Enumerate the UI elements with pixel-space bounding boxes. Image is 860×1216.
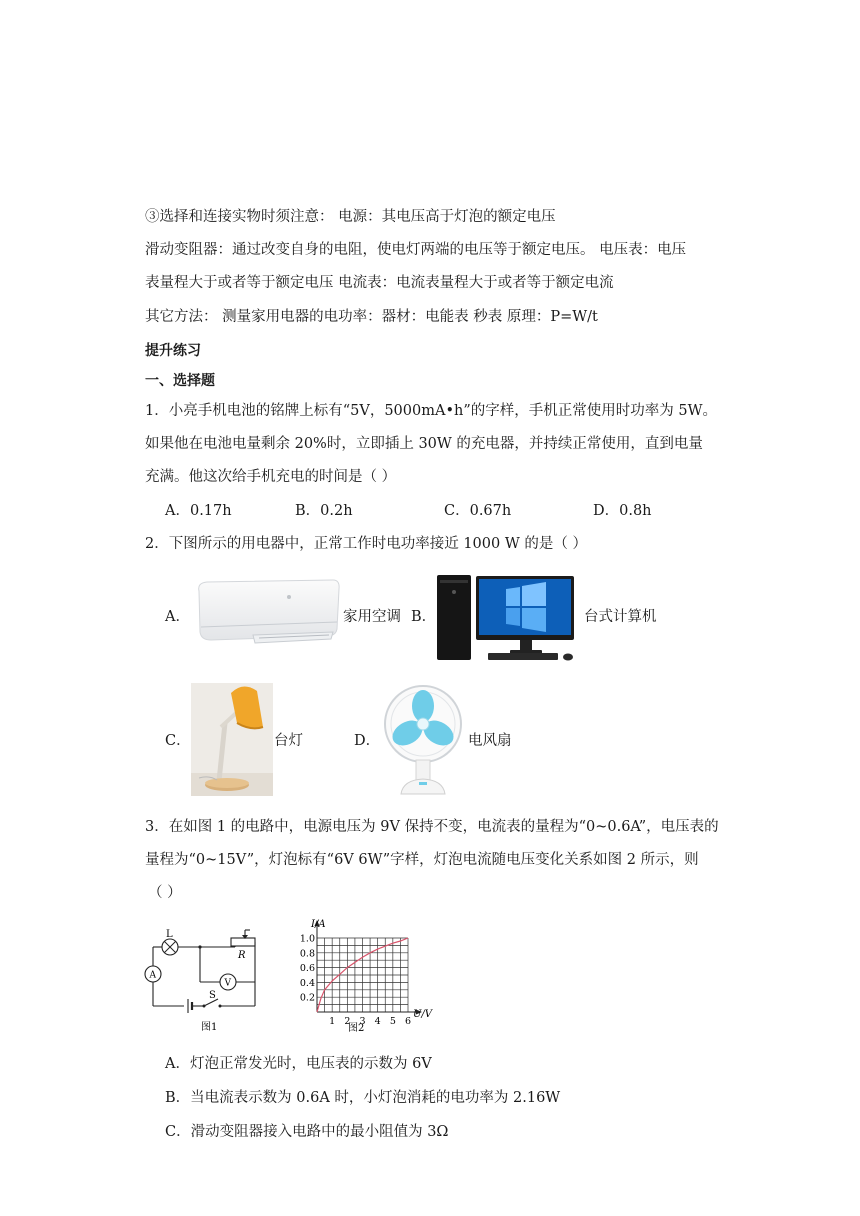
q1-option-a: A．0.17h: [165, 503, 232, 519]
chart-grid: [317, 938, 408, 1012]
y-tick-label: 0.2: [299, 992, 315, 1004]
y-axis-label: I/A: [311, 919, 326, 930]
q1-option-d: D．0.8h: [593, 503, 652, 519]
lamp-label: L: [166, 929, 173, 940]
q3-option-b: B．当电流表示数为 0.6A 时，小灯泡消耗的电功率为 2.16W: [165, 1090, 561, 1106]
q1-option-c: C．0.67h: [444, 503, 512, 519]
y-tick-label: 1.0: [299, 933, 315, 945]
note-line-2: 滑动变阻器：通过改变自身的电阻，使电灯两端的电压等于额定电压。 电压表：电压: [145, 242, 687, 258]
q3-line-1: 3．在如图 1 的电路中，电源电压为 9V 保持不变，电流表的量程为“0~0.6A”，电压表的: [145, 819, 719, 835]
section-title: 提升练习: [145, 343, 201, 359]
rheostat-label: R: [238, 950, 246, 961]
q2-option-b-label: 台式计算机: [584, 609, 657, 625]
air-conditioner-image: [193, 577, 341, 653]
y-tick-label: 0.8: [299, 948, 315, 960]
q2-option-c-letter: C．: [165, 733, 191, 749]
x-tick-label: 4: [374, 1016, 381, 1027]
q2-option-d-letter: D．: [354, 733, 381, 749]
figure-2-caption: 图2: [348, 1023, 365, 1034]
x-axis-label: U/V: [413, 1009, 433, 1020]
current-voltage-chart: [282, 914, 442, 1038]
q2-option-b-letter: B．: [411, 609, 437, 625]
circuit-diagram: [140, 922, 266, 1034]
subsection-title: 一、选择题: [145, 373, 215, 389]
q1-line-2: 如果他在电池电量剩余 20%时，立即插上 30W 的充电器，并持续正常使用，直到电量: [145, 436, 703, 452]
y-tick-label: 0.6: [299, 963, 315, 975]
note-line-3: 表量程大于或者等于额定电压 电流表：电流表量程大于或者等于额定电流: [145, 275, 614, 291]
q1-line-1: 1．小亮手机电池的铭牌上标有“5V，5000mA•h”的字样，手机正常使用时功率为 5W。: [145, 403, 717, 419]
q3-option-a: A．灯泡正常发光时，电压表的示数为 6V: [165, 1056, 432, 1072]
q2-option-d-label: 电风扇: [468, 733, 512, 749]
q3-option-c: C．滑动变阻器接入电路中的最小阻值为 3Ω: [165, 1124, 449, 1140]
x-tick-label: 6: [405, 1016, 412, 1027]
x-tick-label: 2: [344, 1016, 351, 1027]
q2-option-a-label: 家用空调: [343, 609, 401, 625]
q2-stem: 2．下图所示的用电器中，正常工作时电功率接近 1000 W 的是（ ）: [145, 536, 587, 552]
y-tick-label: 0.4: [299, 977, 315, 989]
q1-option-b: B．0.2h: [295, 503, 353, 519]
figure-1-caption: 图1: [201, 1022, 218, 1033]
x-tick-label: 5: [389, 1016, 396, 1027]
q1-line-3: 充满。他这次给手机充电的时间是（ ）: [145, 469, 397, 485]
q3-line-2: 量程为“0~15V”，灯泡标有“6V 6W”字样，灯泡电流随电压变化关系如图 2 所示，则: [145, 852, 699, 868]
ammeter-label: A: [149, 970, 156, 981]
desk-lamp-image: [191, 683, 273, 796]
voltmeter-label: V: [224, 978, 231, 989]
electric-fan-image: [383, 684, 465, 798]
x-tick-label: 3: [359, 1016, 366, 1027]
q3-line-3: （ ）: [148, 885, 182, 901]
switch-label: S: [209, 990, 216, 1001]
note-line-1: ③选择和连接实物时须注意： 电源：其电压高于灯泡的额定电压: [145, 209, 556, 225]
note-line-4: 其它方法： 测量家用电器的电功率：器材：电能表 秒表 原理：P=W/t: [145, 309, 598, 325]
q2-option-a-letter: A．: [165, 609, 190, 625]
x-tick-label: 1: [329, 1016, 336, 1027]
q2-option-c-label: 台灯: [274, 733, 303, 749]
desktop-computer-image: [436, 572, 581, 664]
